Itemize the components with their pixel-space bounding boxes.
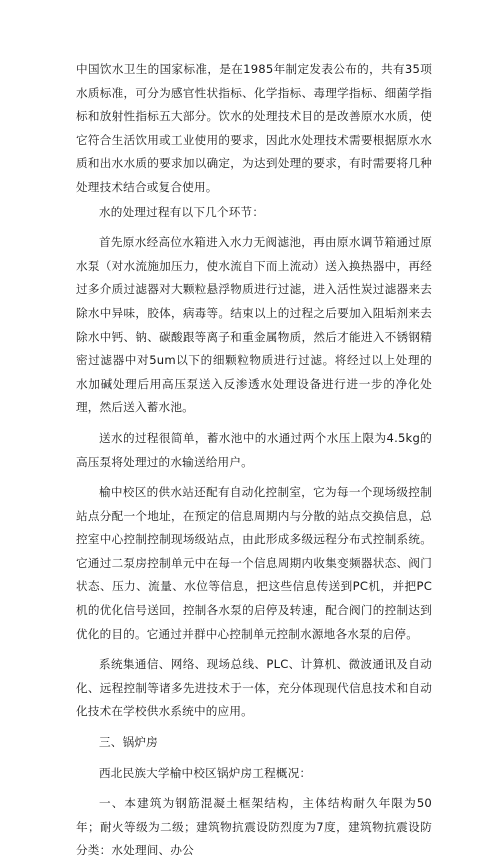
paragraph-control-room: 榆中校区的供水站还配有自动化控制室，它为每一个现场级控制站点分配一个地址，在预定的信息周期内与分散的站点交换信息，总控室中心控制控制现场级站点，由此形成多级远程分布式控制系统。它通过二泵房控制单元中在每一个信息周期内收集变频器状态、阀门状态、压力、流量、水位等信息，把这些信息传送到PC机，并把PC机的优化信号送回，控制各水泵的启停及转速，配合阀门的控制达到优化的目的。它通过并群中心控制单元控制水源地各水泵的启停。: [76, 485, 432, 641]
paragraph-water-delivery: 送水的过程很简单，蓄水池中的水通过两个水压上限为4.5kg的高压泵将处理过的水输送给用户。: [76, 430, 432, 469]
paragraph-process-intro: 水的处理过程有以下几个环节：: [99, 204, 265, 219]
section-heading-boiler-room: 三、锅炉房: [99, 735, 158, 750]
paragraph-treatment-steps: 首先原水经高位水箱进入水力无阀滤池，再由原水调节箱通过原水泵（对水流施加压力，使水流自下而上流动）送入换热器中，再经过多介质过滤器对大颗粒悬浮物质进行过滤，进入活性炭过滤器来去除水中异味，胶体，病毒等。结束以上的过程之后要加入阻垢剂来去除水中钙、钠、碳酸跟等离子和重金属物质，然后才能进入不锈钢精密过滤器中对5um以下的细颗粒物质进行过滤。将经过以上处理的水加碱处理后用高压泵送入反渗透水处理设备进行进一步的净化处理，然后送入蓄水池。: [76, 235, 432, 415]
paragraph-water-standard: 中国饮水卫生的国家标准，是在1985年制定发表公布的，共有35项水质标准，可分为感官性状指标、化学指标、毒理学指标、细菌学指标和放射性指标五大部分。饮水的处理技术目的是改善原水水质，使它符合生活饮用或工业使用的要求，因此水处理技术需要根据原水水质和出水水质的要求加以确定，为达到处理的要求，有时需要将几种处理技术结合或复合使用。: [76, 62, 432, 194]
paragraph-boiler-overview: 西北民族大学榆中校区锅炉房工程概况：: [99, 765, 312, 780]
paragraph-building-structure: 一、本建筑为钢筋混凝土框架结构，主体结构耐久年限为50年；耐火等级为二级；建筑物抗震设防烈度为7度，建筑物抗震设防分类：水处理间、办公: [76, 796, 432, 858]
paragraph-system-integration: 系统集通信、网络、现场总线、PLC、计算机、微波通讯及自动化、远程控制等诸多先进技术于一体，充分体现现代信息技术和自动化技术在学校供水系统中的应用。: [76, 657, 432, 719]
